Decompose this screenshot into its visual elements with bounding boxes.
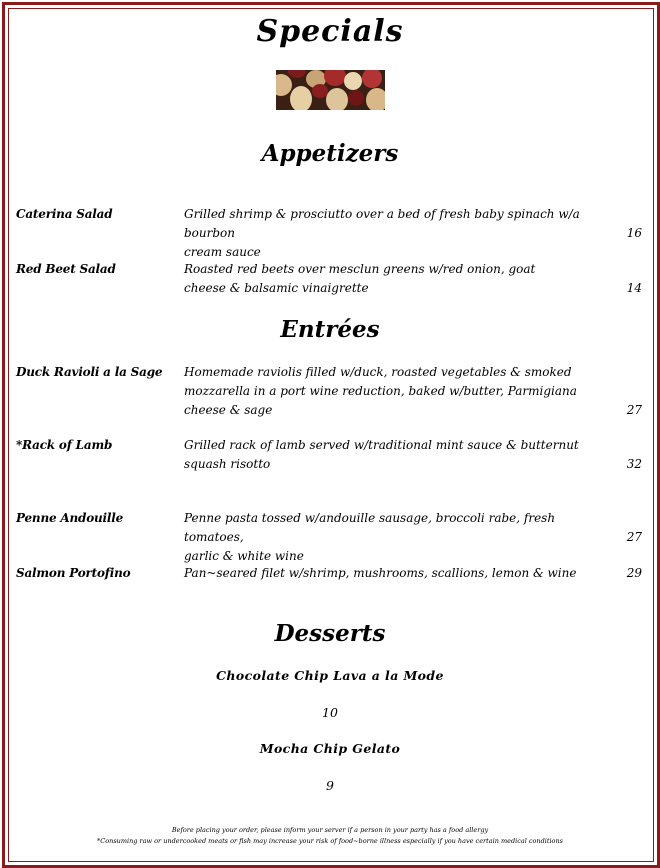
dessert-name: Mocha Chip Gelato <box>259 741 401 756</box>
item-price: 32 <box>626 457 642 471</box>
section-title-entrees: Entrées <box>280 316 380 343</box>
section-title-appetizers: Appetizers <box>261 140 399 167</box>
item-price: 29 <box>626 566 642 580</box>
item-description: Roasted red beets over mesclun greens w/red onion, goat cheese & balsamic vinaigrette <box>184 262 536 295</box>
item-description: Penne pasta tossed w/andouille sausage, broccoli rabe, fresh tomatoes, garlic & white wine <box>184 511 556 563</box>
item-name: *Rack of Lamb <box>16 438 113 452</box>
item-description: Homemade raviolis filled w/duck, roasted vegetables & smoked mozzarella in a port wine reduction, baked w/butter, Parmigiana cheese & sage <box>184 365 577 417</box>
item-name: Caterina Salad <box>16 207 113 221</box>
item-description: Grilled rack of lamb served w/traditional mint sauce & butternut squash risotto <box>184 438 579 471</box>
item-price: 27 <box>626 530 642 544</box>
section-title-desserts: Desserts <box>274 620 386 647</box>
dessert-price: 10 <box>322 705 338 720</box>
item-price: 16 <box>626 226 642 240</box>
page-title: Specials <box>256 14 404 49</box>
item-price: 14 <box>626 281 642 295</box>
item-description: Pan~seared filet w/shrimp, mushrooms, scallions, lemon & wine <box>184 566 577 580</box>
item-name: Red Beet Salad <box>16 262 116 276</box>
allergy-notice: Before placing your order, please inform your server if a person in your party has a food allergy <box>171 826 489 834</box>
dessert-name: Chocolate Chip Lava a la Mode <box>216 668 444 683</box>
dessert-price: 9 <box>326 778 334 793</box>
corks-photo <box>276 70 385 110</box>
item-name: Salmon Portofino <box>16 566 131 580</box>
consumption-warning: *Consuming raw or undercooked meats or fish may increase your risk of food~borne illness especially if you have certain medical conditions <box>97 837 563 845</box>
item-description: Grilled shrimp & prosciutto over a bed of fresh baby spinach w/a bourbon cream sauce <box>184 207 580 259</box>
item-price: 27 <box>626 403 642 417</box>
item-name: Penne Andouille <box>16 511 124 525</box>
item-name: Duck Ravioli a la Sage <box>16 365 163 379</box>
